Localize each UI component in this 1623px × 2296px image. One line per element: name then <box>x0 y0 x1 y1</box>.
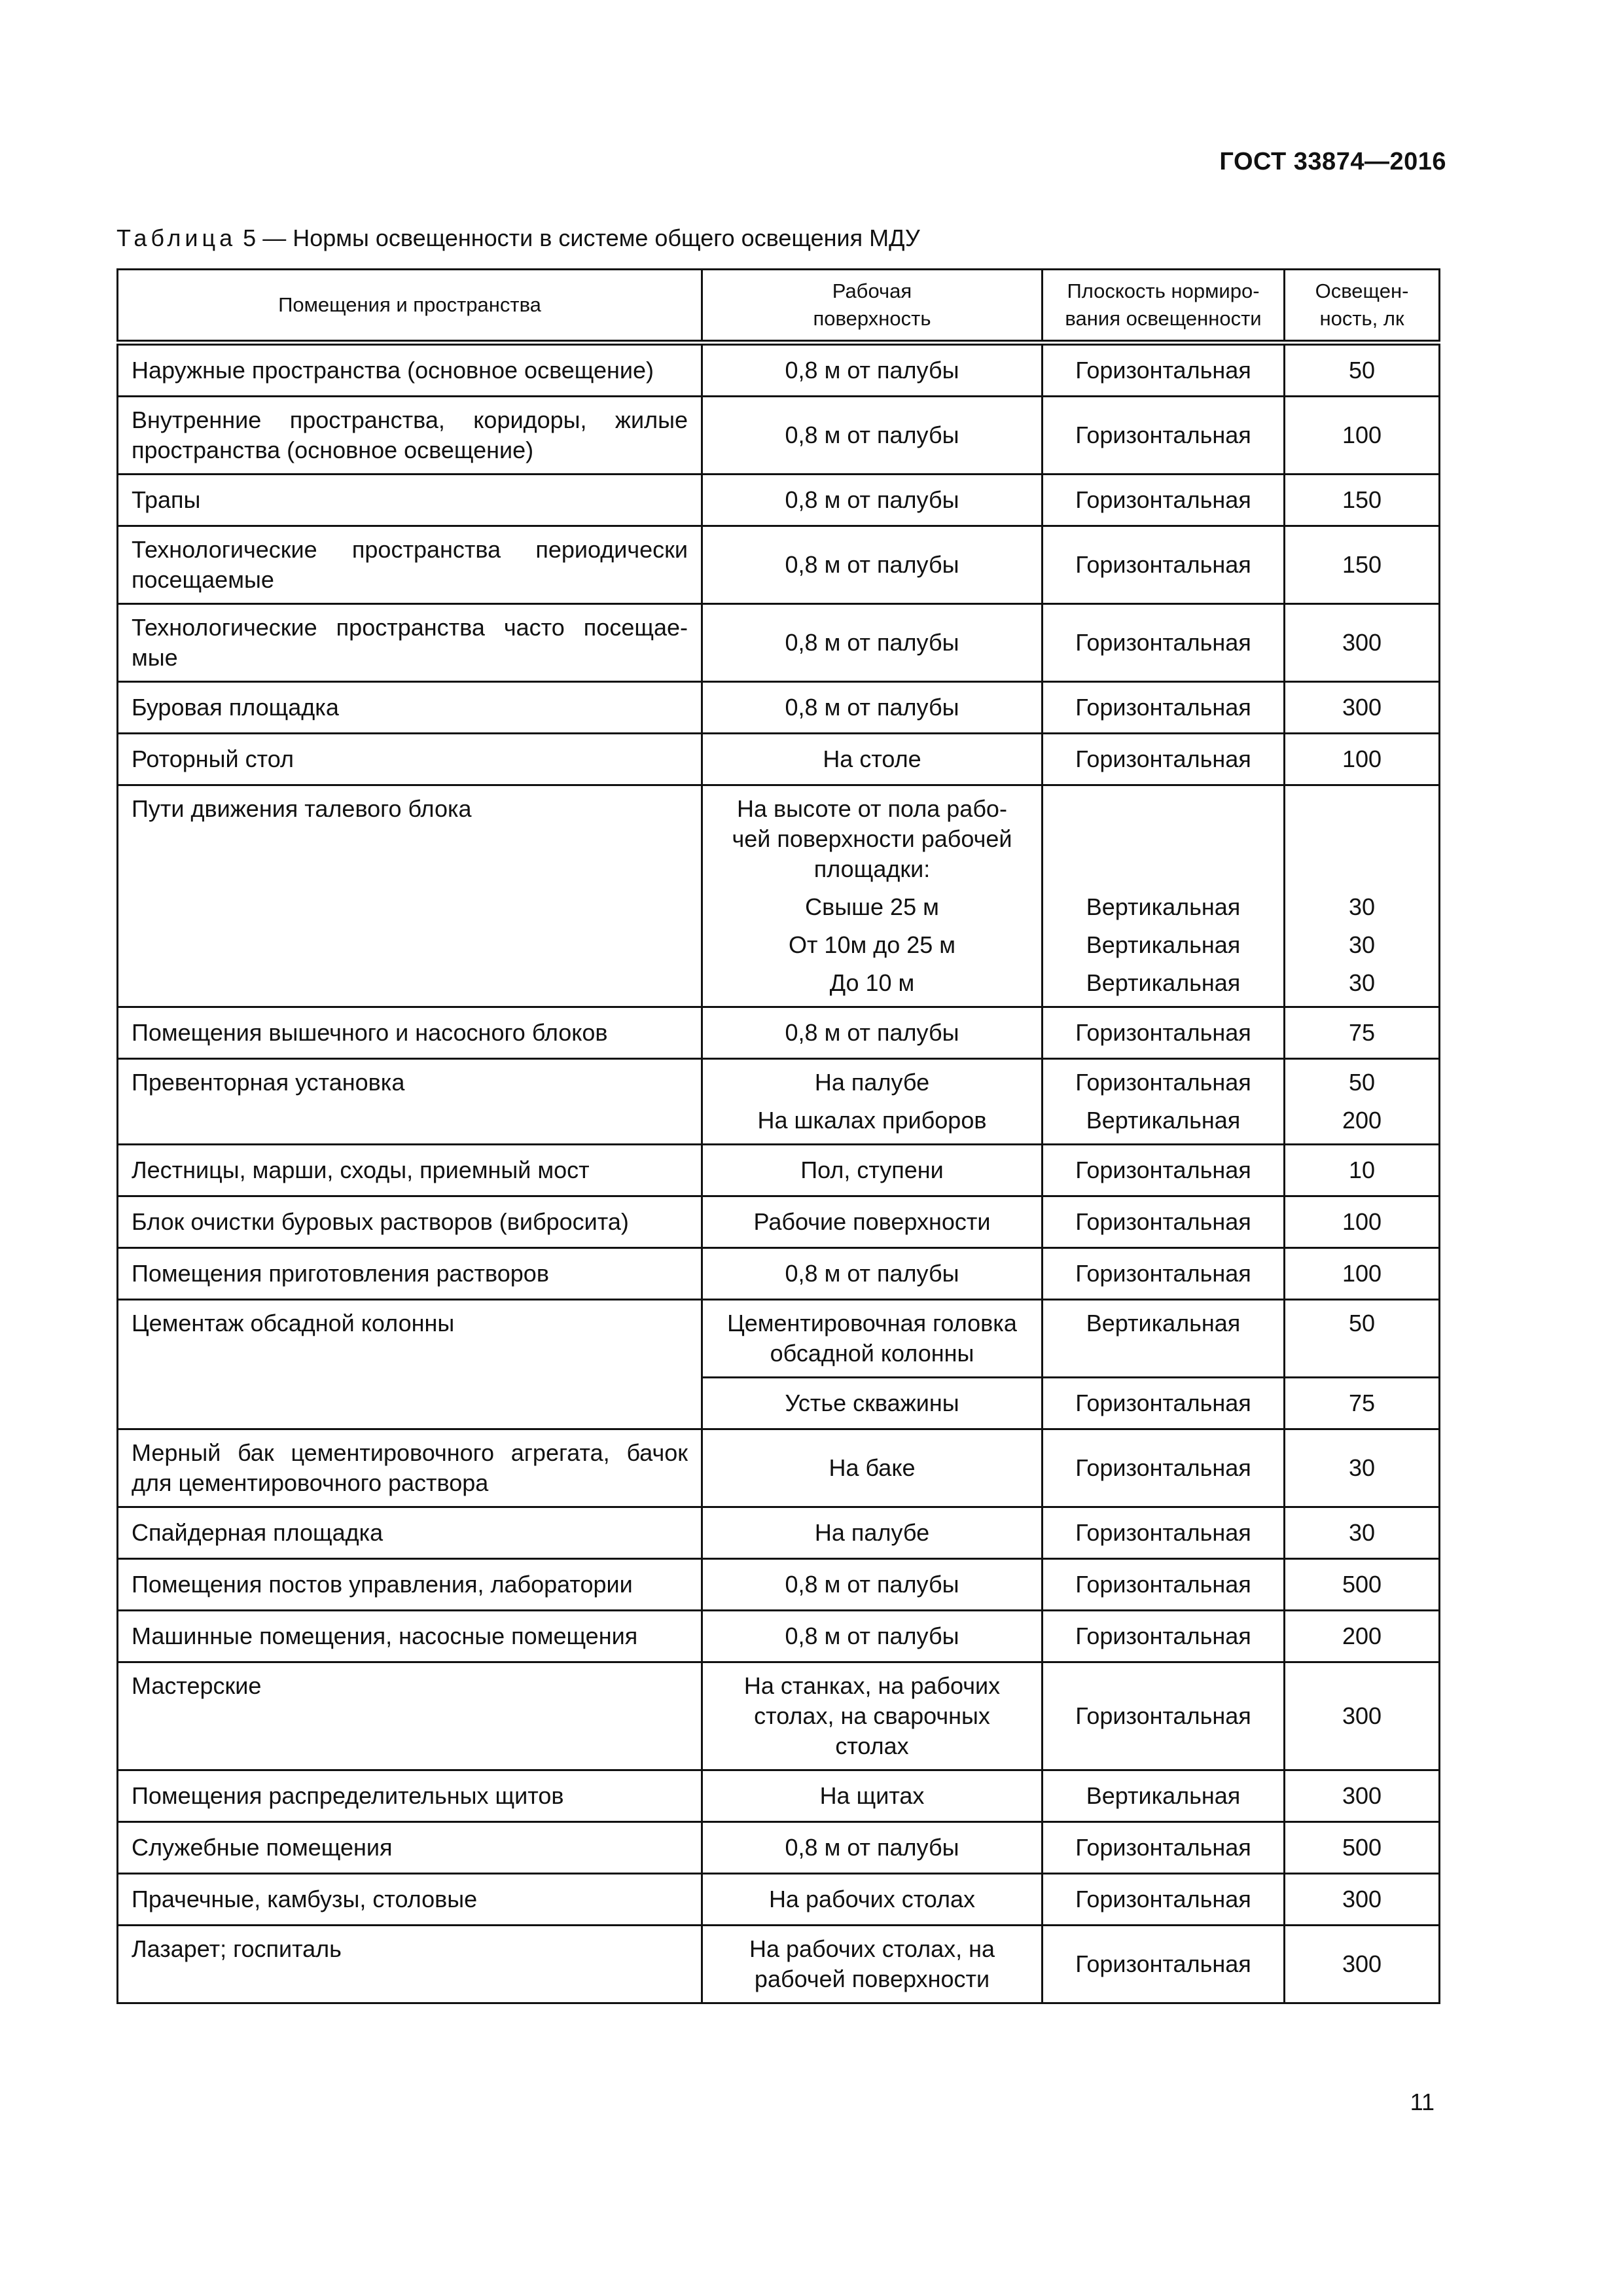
cell-space: Помещения приготовления растворов <box>118 1248 702 1300</box>
cell-lux: 300 <box>1285 1770 1440 1822</box>
cell-surface: Рабочие поверхности <box>702 1196 1043 1248</box>
cell-plane: Горизонтальная <box>1043 475 1285 526</box>
header-plane-line1: Плоскость нормиро- <box>1067 279 1260 302</box>
cell-space: Технологические пространства периодически посещаемые <box>118 526 702 604</box>
cell-surface <box>702 785 1043 1007</box>
cell-space: Прачечные, камбузы, столовые <box>118 1874 702 1926</box>
cell-surface-sub: До 10 м <box>829 969 915 996</box>
cell-space: Внутренние пространства, коридоры, жилые пространства (основное освещение) <box>118 397 702 475</box>
cell-plane: Горизонтальная <box>1043 1822 1285 1874</box>
cell-surface: Устье скважины <box>702 1378 1043 1429</box>
cell-surface: 0,8 м от палубы <box>702 526 1043 604</box>
cell-surface: 0,8 м от палубы <box>702 397 1043 475</box>
cell-surface-sub: На шкалах приборов <box>757 1107 987 1134</box>
cell-space: Лестницы, марши, сходы, приемный мост <box>118 1145 702 1196</box>
cell-lux: 30 <box>1285 1429 1440 1507</box>
cell-lux: 100 <box>1285 1248 1440 1300</box>
cell-surface: На рабочих столах <box>702 1874 1043 1926</box>
table-row <box>118 1770 1440 1822</box>
page-number: 11 <box>1410 2089 1435 2115</box>
cell-lux: 150 <box>1285 526 1440 604</box>
cell-lux: 100 <box>1285 397 1440 475</box>
header-plane <box>1043 270 1285 343</box>
header-surface <box>702 270 1043 343</box>
cell-surface: На столе <box>702 734 1043 785</box>
cell-space: Цементаж обсадной колонны <box>118 1300 702 1429</box>
cell-lux <box>1285 785 1440 1007</box>
table-row-infirmary <box>118 1926 1440 2003</box>
cell-lux: 75 <box>1285 1007 1440 1059</box>
cell-surface: 0,8 м от палубы <box>702 1822 1043 1874</box>
cell-surface-line1: На станках, на рабочих <box>743 1672 1001 1699</box>
cell-lux: 50 <box>1285 343 1440 397</box>
cell-surface-sub: От 10м до 25 м <box>788 931 956 958</box>
cell-surface <box>702 1926 1043 2003</box>
cell-space: Роторный стол <box>118 734 702 785</box>
cell-plane: Вертикальная <box>1043 1300 1285 1378</box>
table-row-preventer <box>118 1059 1440 1145</box>
cell-plane: Горизонтальная <box>1043 1378 1285 1429</box>
cell-lux: 300 <box>1285 682 1440 734</box>
cell-space: Помещения вышечного и насосного блоков <box>118 1007 702 1059</box>
cell-lux: 50 <box>1285 1300 1440 1378</box>
table-row <box>118 1429 1440 1507</box>
cell-plane: Горизонтальная <box>1043 397 1285 475</box>
header-plane-line2: вания освещенности <box>1065 307 1262 330</box>
table-row <box>118 1611 1440 1662</box>
cell-plane: Горизонтальная <box>1043 604 1285 682</box>
cell-plane: Горизонтальная <box>1043 1874 1285 1926</box>
table-row <box>118 1559 1440 1611</box>
cell-surface-intro-2: чей поверхности рабочей <box>732 825 1012 852</box>
table-row <box>118 1822 1440 1874</box>
cell-plane: Горизонтальная <box>1043 1007 1285 1059</box>
cell-space: Лазарет; госпиталь <box>118 1926 702 2003</box>
cell-lux: 10 <box>1285 1145 1440 1196</box>
cell-lux: 100 <box>1285 734 1440 785</box>
cell-plane-sub: Вертикальная <box>1086 893 1241 920</box>
table-row-cementing <box>118 1300 1440 1378</box>
cell-surface: 0,8 м от палубы <box>702 475 1043 526</box>
table-row <box>118 526 1440 604</box>
cell-plane: Горизонтальная <box>1043 1196 1285 1248</box>
cell-plane: Горизонтальная <box>1043 1611 1285 1662</box>
header-lux-line2: ность, лк <box>1319 307 1404 330</box>
cell-surface-intro-1: На высоте от пола рабо- <box>737 795 1007 822</box>
cell-surface: 0,8 м от палубы <box>702 1007 1043 1059</box>
cell-surface-line1: На рабочих столах, на <box>749 1935 995 1962</box>
cell-space: Блок очистки буровых растворов (вибросита) <box>118 1196 702 1248</box>
cell-plane-sub: Горизонтальная <box>1075 1069 1251 1096</box>
table-row <box>118 1145 1440 1196</box>
cell-surface: 0,8 м от палубы <box>702 1611 1043 1662</box>
cell-space: Мерный бак цементировочного агрегата, бачок для цементировочного раствора <box>118 1429 702 1507</box>
table-row <box>118 1196 1440 1248</box>
cell-plane: Горизонтальная <box>1043 343 1285 397</box>
cell-lux: 150 <box>1285 475 1440 526</box>
cell-surface: 0,8 м от палубы <box>702 1559 1043 1611</box>
cell-surface: 0,8 м от палубы <box>702 1248 1043 1300</box>
cell-lux: 300 <box>1285 1926 1440 2003</box>
table-row <box>118 734 1440 785</box>
illumination-norms-table <box>116 268 1440 2004</box>
cell-plane: Горизонтальная <box>1043 1429 1285 1507</box>
cell-surface-sub: Свыше 25 м <box>805 893 939 920</box>
cell-space: Наружные пространства (основное освещение) <box>118 343 702 397</box>
table-row <box>118 604 1440 682</box>
table-row <box>118 1248 1440 1300</box>
cell-space: Помещения постов управления, лаборатории <box>118 1559 702 1611</box>
cell-lux: 500 <box>1285 1559 1440 1611</box>
cell-plane-sub: Вертикальная <box>1086 931 1241 958</box>
header-space: Помещения и пространства <box>118 270 702 343</box>
cell-surface-intro-3: площадки: <box>813 855 931 882</box>
cell-surface: Пол, ступени <box>702 1145 1043 1196</box>
cell-surface-line2: столах, на сварочных <box>754 1702 990 1729</box>
cell-surface: 0,8 м от палубы <box>702 343 1043 397</box>
cell-lux <box>1285 1059 1440 1145</box>
cell-plane: Горизонтальная <box>1043 1662 1285 1770</box>
cell-plane: Вертикальная <box>1043 1770 1285 1822</box>
cell-surface: На палубе <box>702 1507 1043 1559</box>
cell-space: Трапы <box>118 475 702 526</box>
cell-plane-sub: Вертикальная <box>1086 969 1241 996</box>
cell-plane: Горизонтальная <box>1043 1145 1285 1196</box>
cell-space: Спайдерная площадка <box>118 1507 702 1559</box>
header-lux-line1: Освещен- <box>1315 279 1409 302</box>
table-row-travel-block <box>118 785 1440 1007</box>
cell-plane: Горизонтальная <box>1043 526 1285 604</box>
cell-space: Буровая площадка <box>118 682 702 734</box>
cell-surface: 0,8 м от палубы <box>702 682 1043 734</box>
cell-surface <box>702 1662 1043 1770</box>
cell-lux: 200 <box>1285 1611 1440 1662</box>
cell-lux: 30 <box>1285 1507 1440 1559</box>
cell-space: Пути движения талевого блока <box>118 785 702 1007</box>
cell-plane: Горизонтальная <box>1043 1926 1285 2003</box>
cell-space: Помещения распределительных щитов <box>118 1770 702 1822</box>
cell-space: Машинные помещения, насосные помещения <box>118 1611 702 1662</box>
table-row <box>118 343 1440 397</box>
header-surface-line2: поверхность <box>813 307 931 330</box>
cell-lux: 100 <box>1285 1196 1440 1248</box>
cell-plane: Горизонтальная <box>1043 1507 1285 1559</box>
cell-lux: 300 <box>1285 1874 1440 1926</box>
table-row <box>118 397 1440 475</box>
cell-plane: Горизонтальная <box>1043 682 1285 734</box>
cell-plane: Горизонтальная <box>1043 1248 1285 1300</box>
cell-lux-sub: 50 <box>1348 1069 1376 1096</box>
table-header-row <box>118 270 1440 343</box>
cell-space: Служебные помещения <box>118 1822 702 1874</box>
cell-lux-sub: 30 <box>1348 931 1376 958</box>
cell-lux: 300 <box>1285 1662 1440 1770</box>
table-row <box>118 682 1440 734</box>
cell-surface: 0,8 м от палубы <box>702 604 1043 682</box>
cell-space: Превенторная установка <box>118 1059 702 1145</box>
cell-plane-sub: Вертикальная <box>1086 1107 1241 1134</box>
cell-plane <box>1043 785 1285 1007</box>
cell-surface <box>702 1059 1043 1145</box>
header-lux <box>1285 270 1440 343</box>
cell-surface-line3: столах <box>835 1732 909 1759</box>
table-caption <box>116 224 920 252</box>
cell-lux-sub: 30 <box>1348 893 1376 920</box>
table-row <box>118 475 1440 526</box>
cell-plane: Горизонтальная <box>1043 734 1285 785</box>
cell-lux: 300 <box>1285 604 1440 682</box>
cell-surface: Цементировочная головка обсадной колонны <box>702 1300 1043 1378</box>
table-row-workshops <box>118 1662 1440 1770</box>
table-caption-title: 5 — Нормы освещенности в системе общего освещения МДУ <box>243 224 920 251</box>
table-row <box>118 1007 1440 1059</box>
cell-lux-sub: 200 <box>1342 1107 1382 1134</box>
cell-lux: 75 <box>1285 1378 1440 1429</box>
cell-plane: Горизонтальная <box>1043 1559 1285 1611</box>
cell-surface: На щитах <box>702 1770 1043 1822</box>
cell-lux: 500 <box>1285 1822 1440 1874</box>
cell-surface-sub: На палубе <box>814 1069 930 1096</box>
cell-surface-line2: рабочей поверхности <box>754 1965 990 1992</box>
header-surface-line1: Рабочая <box>832 279 912 302</box>
table-row <box>118 1874 1440 1926</box>
table-row <box>118 1507 1440 1559</box>
cell-plane <box>1043 1059 1285 1145</box>
document-standard-number: ГОСТ 33874—2016 <box>1219 148 1446 175</box>
cell-space: Технологические пространства часто посещае-мые <box>118 604 702 682</box>
cell-space: Мастерские <box>118 1662 702 1770</box>
cell-lux-sub: 30 <box>1348 969 1376 996</box>
cell-surface: На баке <box>702 1429 1043 1507</box>
table-caption-label: Таблица <box>116 224 237 251</box>
